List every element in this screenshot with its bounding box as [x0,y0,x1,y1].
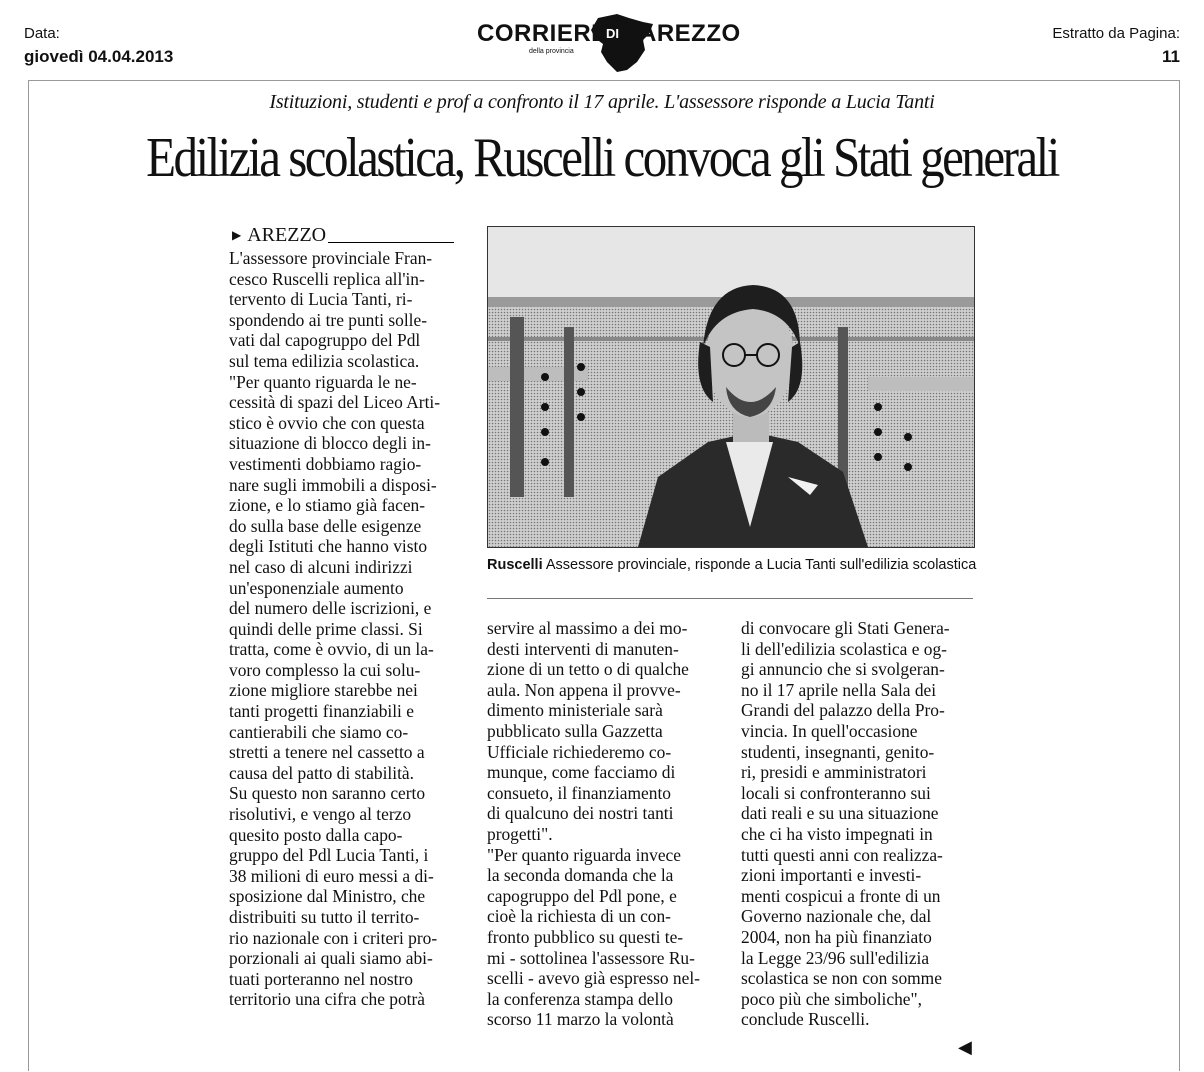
text-line: ri, presidi e amministratori [741,762,927,783]
text-line: cessità di spazi del Liceo Arti- [229,392,441,413]
text-line: tanti progetti finanziabili e [229,701,414,722]
text-line: rio nazionale con i criteri pro- [229,927,438,948]
text-line: gi annuncio che si svolgeran- [741,659,945,680]
text-line: di convocare gli Stati Genera- [741,618,950,638]
text-line: la Legge 23/96 sull'edilizia [741,947,930,968]
masthead-word-corriere: CORRIERE [477,20,608,47]
text-line: cioè la richiesta di un con- [487,906,671,927]
text-line: "Per quanto riguarda invece [487,844,681,865]
date-value: giovedì 04.04.2013 [24,47,174,66]
text-line: vestimenti dobbiamo ragio- [229,453,422,474]
text-line: do sulla base delle esigenze [229,515,422,536]
text-line: gruppo del Pdl Lucia Tanti, i [229,845,429,866]
triangle-right-icon: ▶ [232,228,242,242]
text-line: sposizione dal Ministro, che [229,886,426,907]
text-line: no il 17 aprile nella Sala dei [741,679,937,700]
text-line: di qualcuno dei nostri tanti [487,803,674,824]
text-line: "Per quanto riguarda le ne- [229,371,417,392]
masthead-di: DI [606,26,619,41]
text-line: cesco Ruscelli replica all'in- [229,268,425,289]
text-line: situazione di blocco degli in- [229,433,431,454]
date-label: Data: [24,25,60,42]
text-line: risolutivi, e vengo al terzo [229,804,412,825]
text-line: pubblicato sulla Gazzetta [487,720,663,741]
text-line: scelli - avevo già espresso nel- [487,968,700,989]
text-line: 38 milioni di euro messi a di- [229,865,434,886]
masthead-subtitle: della provincia [529,48,574,55]
text-line: spondendo ai tre punti solle- [229,309,428,330]
text-line: poco più che simboliche", [741,988,922,1009]
text-line: zione migliore starebbe nei [229,680,418,701]
text-line: aula. Non appena il provve- [487,679,681,700]
text-line: quesito posto dalla capo- [229,824,403,845]
text-line: mi - sottolinea l'assessore Ru- [487,947,695,968]
text-line: nel caso di alcuni indirizzi [229,556,413,577]
header-page [1052,24,1180,70]
article-headline: Edilizia scolastica, Ruscelli convoca gli Stati generali [146,125,1058,189]
text-line: locali si confronteranno sui [741,782,931,803]
text-line: studenti, insegnanti, genito- [741,741,935,762]
caption-name: Ruscelli [487,557,543,573]
text-line: vati dal capogruppo del Pdl [229,330,421,351]
dateline [232,224,454,247]
text-line: zione, e lo stiamo già facen- [229,495,426,516]
text-line: Su questo non saranno certo [229,783,426,804]
text-line: stretti a tenere nel cassetto a [229,742,425,763]
text-line: capogruppo del Pdl pone, e [487,885,677,906]
text-line: nare sugli immobili a disposi- [229,474,437,495]
portrait-photo [488,227,974,547]
text-line: dati reali e su una situazione [741,803,939,824]
text-line: fronto pubblico su questi te- [487,926,684,947]
text-line: servire al massimo a dei mo- [487,618,688,638]
header-date [24,24,173,70]
text-line: sul tema edilizia scolastica. [229,350,420,371]
text-line: porzionali ai quali siamo abi- [229,948,433,969]
article-column-1 [229,248,467,1010]
text-line: un'esponenziale aumento [229,577,404,598]
page-number: 11 [1162,47,1180,66]
masthead-logo [477,10,741,72]
text-line: distribuiti su tutto il territo- [229,907,420,927]
dateline-rule [328,228,454,243]
text-line: Governo nazionale che, dal [741,906,932,927]
text-line: che ci ha visto impegnati in [741,823,933,844]
page-label: Estratto da Pagina: [1052,25,1180,42]
article-photo [487,226,975,548]
text-line: Grandi del palazzo della Pro- [741,700,945,721]
article-kicker: Istituzioni, studenti e prof a confronto il 17 aprile. L'assessore risponde a Lucia Tanti [269,91,935,113]
text-line: scolastica se non con somme [741,968,942,989]
text-line: Ufficiale richiederemo co- [487,741,672,762]
text-line: zione di un tetto o di qualche [487,659,689,680]
text-line: tutti questi anni con realizza- [741,844,943,865]
text-line: desti interventi di manuten- [487,638,679,659]
dateline-text: AREZZO [247,224,327,246]
masthead-word-arezzo: AREZZO [639,20,741,47]
article-column-3 [741,618,975,1030]
text-line: voro complesso la cui solu- [229,659,421,680]
text-line: li dell'edilizia scolastica e og- [741,638,947,659]
text-line: menti cospicui a fronte di un [741,885,941,906]
text-line: la seconda domanda che la [487,865,674,886]
text-line: tuati porteranno nel nostro [229,968,414,989]
triangle-left-icon: ◀ [958,1037,972,1057]
text-line: zioni importanti e investi- [741,865,922,886]
photo-caption [487,557,976,573]
caption-text: Assessore provinciale, risponde a Lucia Tanti sull'edilizia scolastica [542,557,977,573]
text-line: L'assessore provinciale Fran- [229,248,433,268]
caption-rule [487,598,973,599]
text-line: la conferenza stampa dello [487,988,673,1009]
text-line: munque, come facciamo di [487,762,676,783]
text-line: causa del patto di stabilità. [229,762,414,783]
text-line: dimento ministeriale sarà [487,700,663,721]
text-line: tratta, come è ovvio, di un la- [229,639,434,660]
text-line: tervento di Lucia Tanti, ri- [229,289,413,310]
text-line: degli Istituti che hanno visto [229,536,428,557]
article-column-2 [487,618,719,1030]
text-line: 2004, non ha più finanziato [741,926,932,947]
text-line: consueto, il finanziamento [487,782,671,803]
text-line: vincia. In quell'occasione [741,720,918,741]
text-line: conclude Ruscelli. [741,1009,870,1030]
text-line: scorso 11 marzo la volontà [487,1009,674,1030]
text-line: del numero delle iscrizioni, e [229,598,432,619]
text-line: cantierabili che siamo co- [229,721,409,742]
text-line: stico è ovvio che con questa [229,412,425,433]
text-line: quindi delle prime classi. Si [229,618,423,639]
text-line: territorio una cifra che potrà [229,989,426,1010]
text-line: progetti". [487,823,553,844]
